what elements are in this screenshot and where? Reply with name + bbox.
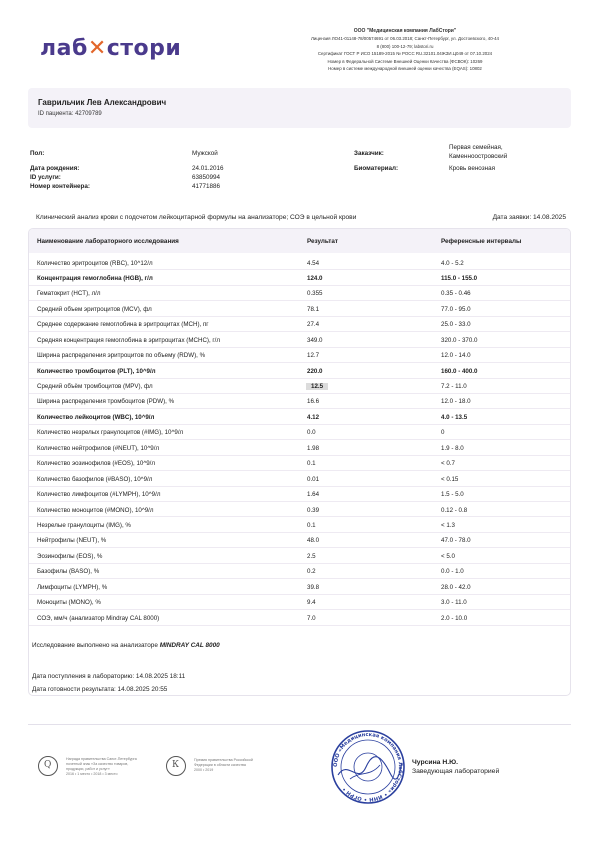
- award-line: продукции, работ и услуг»: [66, 767, 110, 771]
- test-result: 27.4: [307, 321, 320, 329]
- test-result: 0.2: [307, 568, 316, 576]
- test-result: 0.01: [307, 475, 320, 483]
- test-name: СОЭ, мм/ч (анализатор Mindray CAL 8000): [37, 614, 160, 622]
- award-line: 2016 • 1 место • 2018 • 3 место: [66, 772, 118, 776]
- table-header: [29, 229, 570, 253]
- patient-id-label: ID пациента:: [38, 111, 74, 117]
- test-name: Нейтрофилы (NEUT), %: [37, 537, 107, 545]
- test-result: 7.0: [307, 614, 316, 622]
- reference-interval: < 5.0: [441, 552, 455, 560]
- table-row: [29, 487, 570, 502]
- header-reference: Референсные интервалы: [441, 238, 522, 245]
- test-result: 4.54: [307, 259, 320, 267]
- award-line: 2000 • 2019: [194, 768, 214, 772]
- reference-interval: 7.2 - 11.0: [441, 383, 467, 390]
- test-result: 0.355: [307, 290, 323, 298]
- table-row: [29, 394, 570, 409]
- company-line: Номер в Федеральной Системе Внешней Оценки Качества (ФСВОК): 10269: [327, 58, 483, 64]
- reference-interval: 28.0 - 42.0: [441, 583, 471, 591]
- table-row: [29, 517, 570, 532]
- reference-interval: 0.0 - 1.0: [441, 568, 464, 576]
- table-row: [29, 502, 570, 517]
- reference-interval: 3.0 - 11.0: [441, 599, 467, 607]
- reference-interval: 4.0 - 5.2: [441, 259, 464, 267]
- patient-card: [28, 88, 571, 128]
- award-text-1: [66, 757, 137, 777]
- quality-award-icon: Q: [38, 756, 58, 776]
- customer-value-1: Первая семейная,: [449, 144, 503, 151]
- table-row: [29, 270, 570, 285]
- test-name: Незрелые гранулоциты (IMG), %: [37, 521, 131, 529]
- reference-interval: 320.0 - 370.0: [441, 336, 478, 344]
- reference-interval: < 1.3: [441, 521, 455, 529]
- results-rows: [29, 255, 570, 626]
- test-name: Количество эритроцитов (RBC), 10^12/л: [37, 259, 153, 267]
- service-id-value: 63850994: [192, 174, 221, 181]
- company-line: Лицензия ЛО41-01148-78/00574691 от 06.03.2018; Санкт-Петербург, ул. Достоевского, 40-44: [310, 36, 499, 42]
- signer-name: Чурсина Н.Ю.: [412, 759, 459, 766]
- test-title: Клинический анализ крови с подсчетом лейкоцитарной формулы на анализаторе; СОЭ в цельной крови: [36, 214, 357, 221]
- table-row: [29, 348, 570, 363]
- table-row: [29, 379, 570, 394]
- dob-value: 24.01.2016: [192, 165, 224, 172]
- header-result: Результат: [307, 238, 338, 245]
- table-row: [29, 301, 570, 316]
- test-result: 1.64: [307, 491, 320, 499]
- test-result: 2.5: [307, 552, 316, 560]
- test-result: 39.8: [307, 583, 320, 591]
- order-date: Дата заявки: 14.08.2025: [492, 214, 566, 221]
- reference-interval: 47.0 - 78.0: [441, 537, 471, 545]
- analyzer-note: [32, 642, 220, 649]
- test-result: 0.1: [307, 521, 316, 529]
- reference-interval: 1.5 - 5.0: [441, 491, 464, 499]
- table-row: [29, 286, 570, 301]
- customer-value-2: Каменноостровский: [449, 153, 508, 160]
- company-line: Номер в системе международной внешней оценки качества (EQAS): 10802: [328, 66, 482, 72]
- award-line: Награда правительства Санкт-Петербурга: [66, 757, 137, 761]
- company-name: ООО "Медицинская компания ЛабСтори": [353, 28, 457, 34]
- company-line: 8 (800) 100-12-79; labstori.ru: [376, 43, 434, 49]
- sex-value: Мужской: [192, 150, 218, 157]
- lab-dates: [32, 670, 185, 696]
- reference-interval: 77.0 - 95.0: [441, 305, 471, 313]
- company-info: [240, 28, 570, 72]
- reference-interval: < 0.7: [441, 460, 455, 468]
- reference-interval: 115.0 - 155.0: [441, 274, 478, 282]
- test-name: Лимфоциты (LYMPH), %: [37, 583, 108, 591]
- table-row: [29, 409, 570, 424]
- test-name: Количество моноцитов (#MONO), 10^9/л: [37, 506, 154, 514]
- test-name: Средний объем эритроцитов (MCV), фл: [37, 305, 152, 313]
- table-row: [29, 332, 570, 347]
- biomaterial-label: Биоматериал:: [354, 165, 399, 172]
- test-name: Количество нейтрофилов (#NEUT), 10^9/л: [37, 444, 160, 452]
- test-name: Количество лейкоцитов (WBC), 10^9/л: [37, 413, 155, 421]
- award-line: Премия правительства Российской: [194, 758, 253, 762]
- test-name: Эозинофилы (EOS), %: [37, 552, 103, 560]
- government-award-icon: К: [166, 756, 186, 776]
- received-date: Дата поступления в лабораторию: 14.08.2025 18:11: [32, 673, 186, 680]
- test-result: 0.1: [307, 460, 316, 468]
- table-row: [29, 595, 570, 610]
- reference-interval: 0.35 - 0.46: [441, 290, 471, 298]
- table-row: [29, 456, 570, 471]
- analyzer-name: MINDRAY CAL 8000: [159, 642, 220, 649]
- table-row: [29, 317, 570, 332]
- award-text-2: [194, 758, 253, 773]
- test-name: Количество незрелых гранулоцитов (#IMG), 10^9/л: [37, 429, 184, 437]
- company-line: Сертификат ГОСТ Р ИСО 15189-2015 № РОСС RU.32101.04ЖЗИ.Ц049 от 07.10.2024: [317, 51, 493, 57]
- test-result: 12.7: [307, 352, 320, 360]
- reference-interval: 1.9 - 8.0: [441, 444, 464, 452]
- dob-label: Дата рождения:: [30, 165, 80, 172]
- test-name: Ширина распределения эритроцитов по объему (RDW), %: [37, 352, 206, 360]
- test-name: Среднее содержание гемоглобина в эритроцитах (MCH), пг: [37, 321, 209, 329]
- test-result: 4.12: [307, 413, 320, 421]
- table-row: [29, 564, 570, 579]
- patient-id: [38, 111, 102, 117]
- table-row: [29, 363, 570, 378]
- report-header: [0, 0, 600, 82]
- test-name: Ширина распределения тромбоцитов (PDW), %: [37, 398, 175, 406]
- reference-interval: 0: [441, 429, 445, 437]
- signer-title: Заведующая лабораторией: [412, 768, 500, 775]
- test-name: Количество лимфоцитов (#LYMPH), 10^9/л: [37, 491, 161, 499]
- sex-label: Пол:: [30, 150, 45, 157]
- test-result: 16.6: [307, 398, 320, 406]
- table-row: [29, 440, 570, 455]
- patient-name: Гаврильчик Лев Александрович: [38, 98, 167, 107]
- table-row: [29, 255, 570, 270]
- test-name: Моноциты (MONO), %: [37, 599, 101, 607]
- svg-text:ООО «Медицинская компания ЛабС: ООО «Медицинская компания ЛабСтори» • ИНН • ОГРН •: [332, 731, 404, 803]
- test-result: 124.0: [307, 274, 323, 282]
- test-result: 9.4: [307, 599, 316, 607]
- table-row: [29, 610, 570, 625]
- header-test-name: Наименование лабораторного исследования: [37, 238, 179, 245]
- company-seal-icon: [330, 729, 406, 805]
- test-result: 78.1: [307, 305, 320, 313]
- biomaterial-value: Кровь венозная: [449, 165, 496, 172]
- labstori-logo: лаб✕стори: [40, 36, 182, 61]
- test-name: Средний объём тромбоцитов (MPV), фл: [37, 383, 153, 390]
- award-line: Федерации в области качества: [194, 763, 246, 767]
- test-name: Концентрация гемоглобина (HGB), г/л: [37, 274, 153, 282]
- test-name: Количество тромбоцитов (PLT), 10^9/л: [37, 367, 156, 375]
- analyzer-prefix: Исследование выполнено на анализаторе: [32, 642, 160, 649]
- test-name: Количество базофилов (#BASO), 10^9/л: [37, 475, 153, 483]
- signer-block: [412, 758, 499, 776]
- test-result: 1.98: [307, 444, 320, 452]
- reference-interval: 160.0 - 400.0: [441, 367, 478, 375]
- ready-date: Дата готовности результата: 14.08.2025 20:55: [32, 686, 168, 693]
- container-label: Номер контейнера:: [30, 183, 90, 190]
- test-result: 0.0: [307, 429, 316, 437]
- test-result: 12.5: [306, 383, 328, 390]
- test-name: Гематокрит (HCT), л/л: [37, 290, 101, 298]
- customer-label: Заказчик:: [354, 150, 384, 157]
- results-panel: [28, 228, 571, 696]
- patient-id-value: 42709789: [75, 111, 102, 117]
- table-row: [29, 548, 570, 563]
- reference-interval: < 0.15: [441, 475, 459, 483]
- table-row: [29, 579, 570, 594]
- test-name: Количество эозинофилов (#EOS), 10^9/л: [37, 460, 155, 468]
- container-value: 41771886: [192, 183, 221, 190]
- test-result: 0.39: [307, 506, 320, 514]
- reference-interval: 2.0 - 10.0: [441, 614, 468, 622]
- reference-interval: 12.0 - 18.0: [441, 398, 471, 406]
- test-result: 48.0: [307, 537, 320, 545]
- test-result: 220.0: [307, 367, 323, 375]
- reference-interval: 0.12 - 0.8: [441, 506, 468, 514]
- test-name: Средняя концентрация гемоглобина в эритроцитах (MCHC), г/л: [37, 336, 220, 344]
- reference-interval: 4.0 - 13.5: [441, 413, 468, 421]
- award-line: почетный знак «За качество товаров,: [66, 762, 129, 766]
- table-row: [29, 471, 570, 486]
- test-result: 349.0: [307, 336, 323, 344]
- table-row: [29, 533, 570, 548]
- service-id-label: ID услуги:: [30, 174, 61, 181]
- footer-divider: [28, 724, 571, 725]
- test-name: Базофилы (BASO), %: [37, 568, 100, 576]
- reference-interval: 25.0 - 33.0: [441, 321, 471, 329]
- reference-interval: 12.0 - 14.0: [441, 352, 471, 360]
- table-row: [29, 425, 570, 440]
